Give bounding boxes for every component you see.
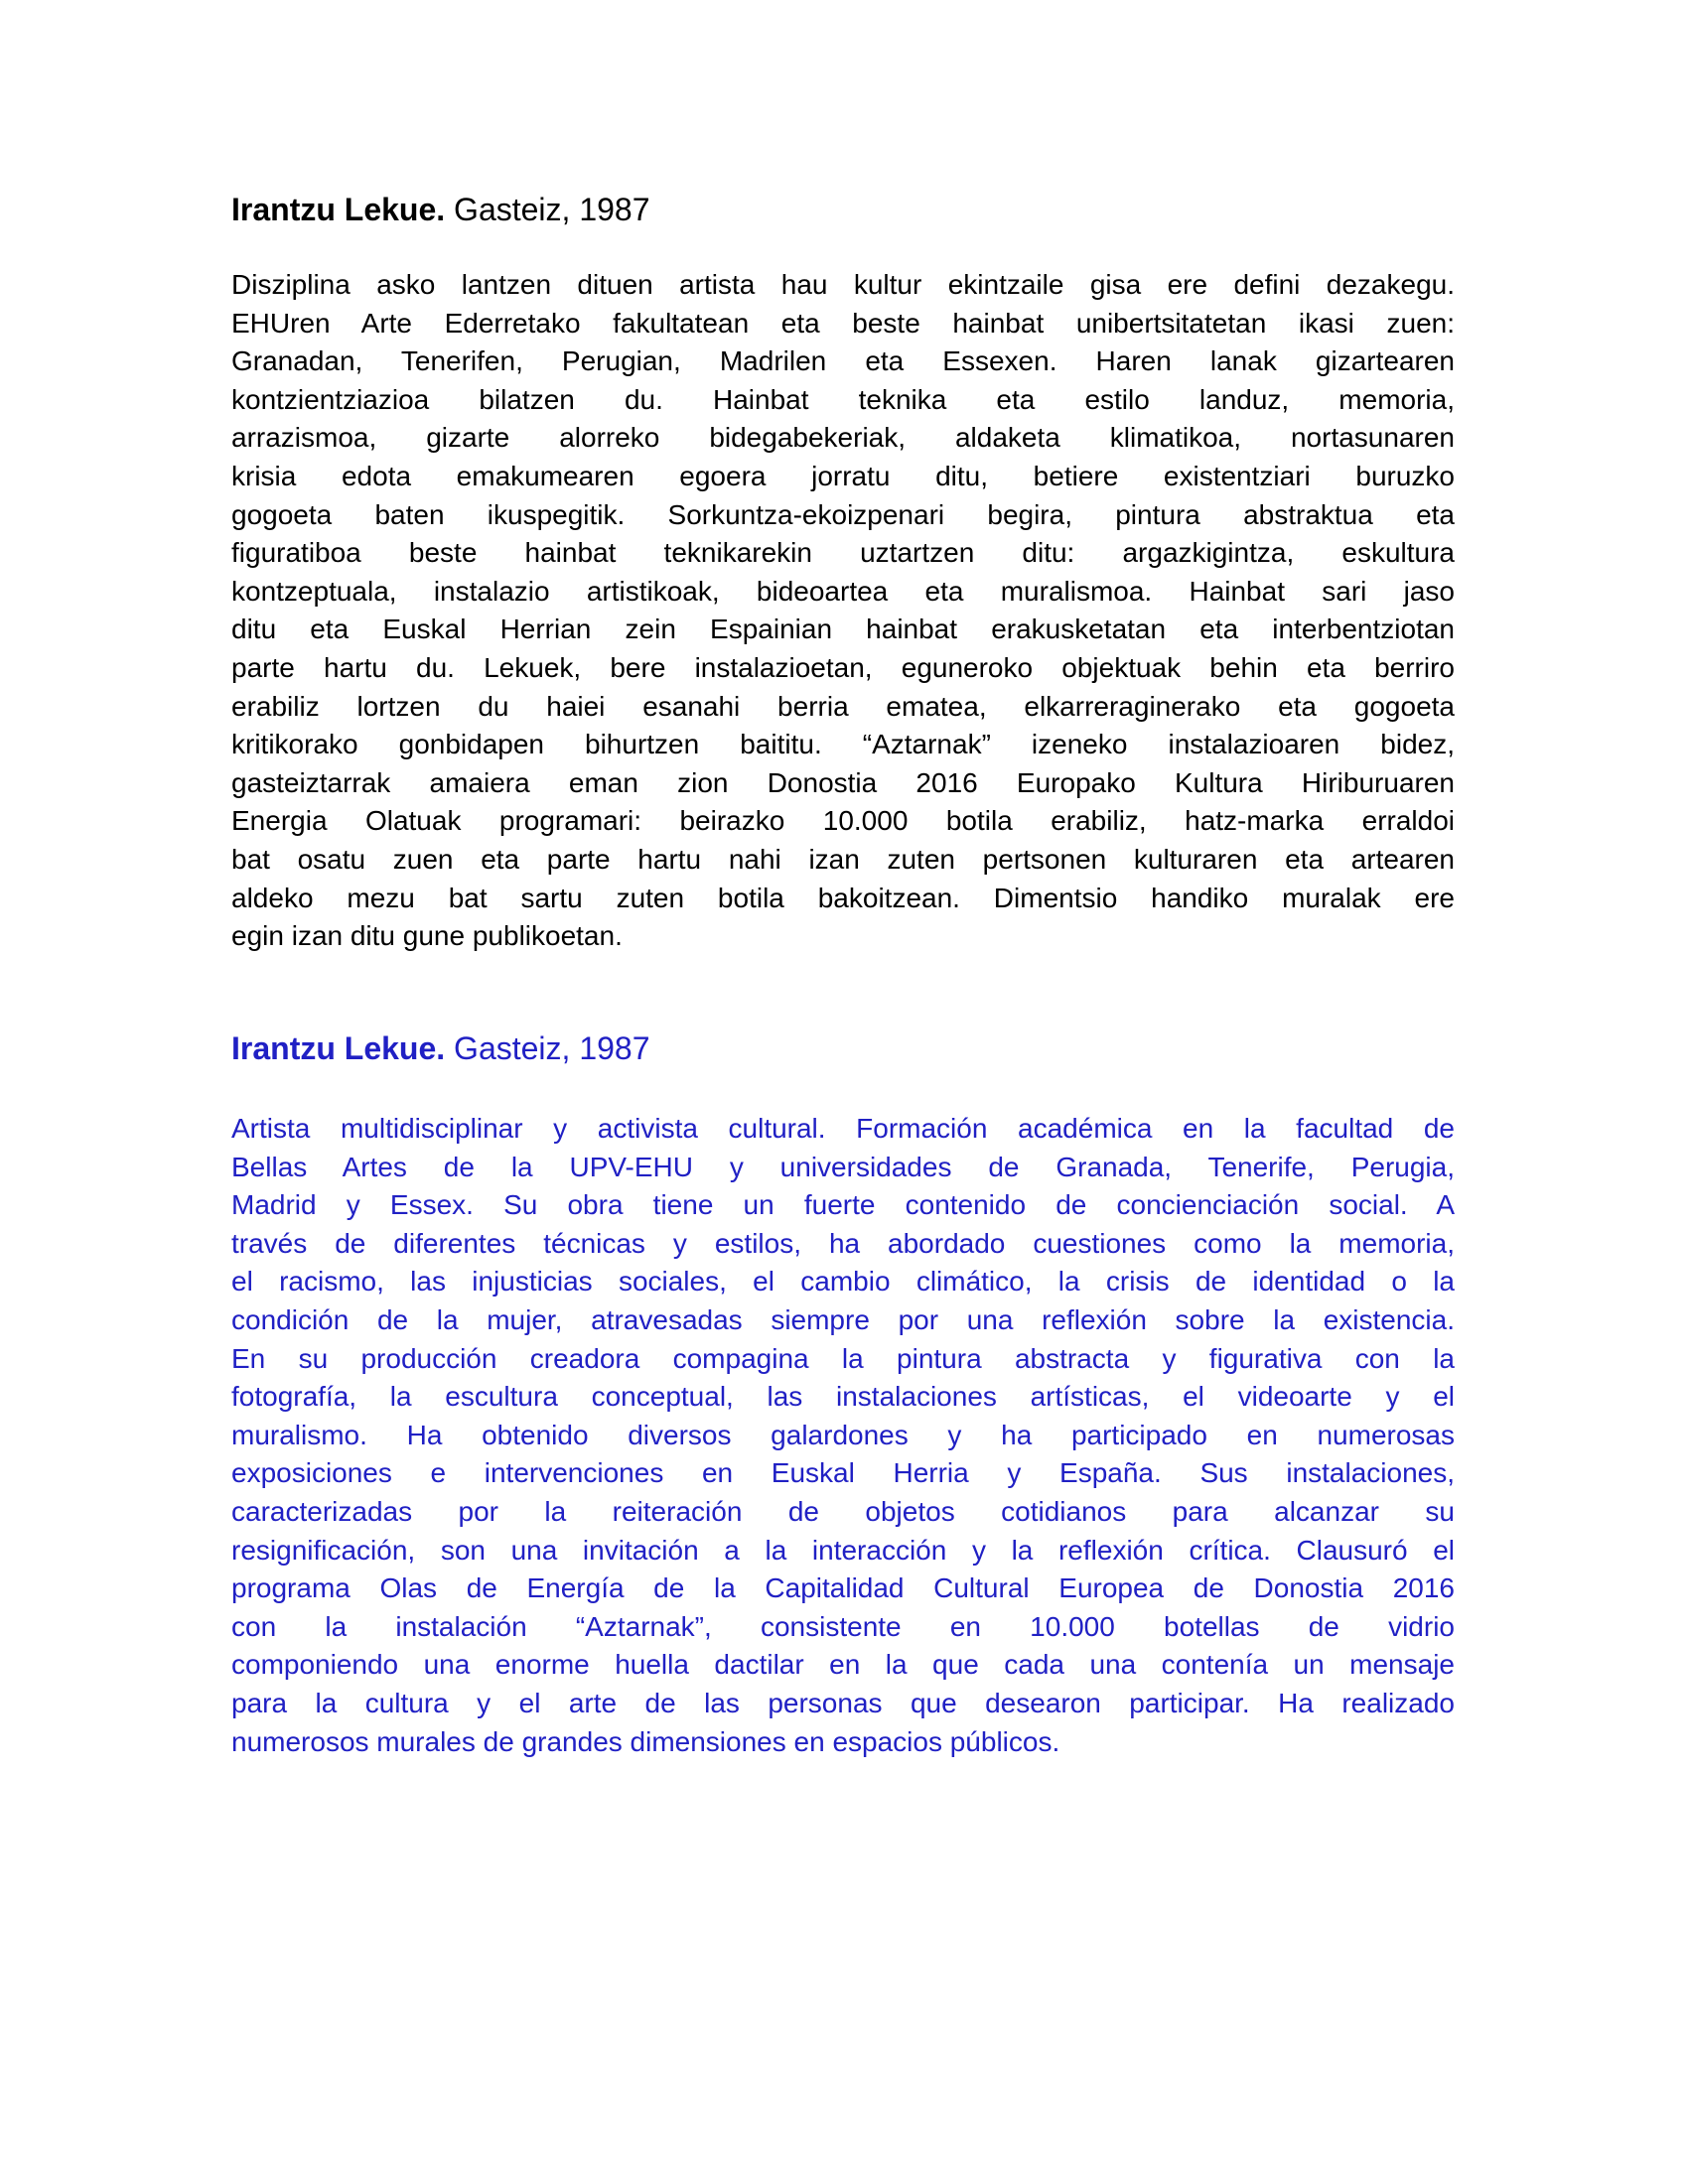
text-line: gasteiztarrak amaiera eman zion Donostia 2016 Europako Kultura Hiriburuaren (231, 766, 1455, 798)
text-line: erabiliz lortzen du haiei esanahi berria ematea, elkarreraginerako eta gogoeta (231, 690, 1455, 722)
text-line: exposiciones e intervenciones en Euskal Herria y España. Sus instalaciones, (231, 1457, 1455, 1489)
text-line: kontzeptuala, instalazio artistikoak, bideoartea eta muralismoa. Hainbat sari jaso (231, 575, 1455, 607)
text-line: egin izan ditu gune publikoetan. (231, 920, 623, 952)
text-line: resignificación, son una invitación a la interacción y la reflexión crítica. Clausuró el (231, 1534, 1455, 1566)
text-line: con la instalación “Aztarnak”, consistente en 10.000 botellas de vidrio (231, 1610, 1455, 1642)
text-line: muralismo. Ha obtenido diversos galardones y ha participado en numerosas (231, 1419, 1455, 1450)
text-line: kontzientziazioa bilatzen du. Hainbat teknika eta estilo landuz, memoria, (231, 383, 1455, 415)
text-line: figuratiboa beste hainbat teknikarekin uztartzen ditu: argazkigintza, eskultura (231, 537, 1455, 569)
text-line: parte hartu du. Lekuek, bere instalazioetan, eguneroko objektuak behin eta berriro (231, 651, 1455, 683)
text-line: Energia Olatuak programari: beirazko 10.000 botila erabiliz, hatz-marka erraldoi (231, 805, 1455, 837)
text-line: arrazismoa, gizarte alorreko bidegabekeriak, aldaketa klimatikoa, nortasunaren (231, 422, 1455, 454)
text-line: gogoeta baten ikuspegitik. Sorkuntza-ekoizpenari begira, pintura abstraktua eta (231, 498, 1455, 530)
text-line: caracterizadas por la reiteración de objetos cotidianos para alcanzar su (231, 1495, 1455, 1527)
text-line: condición de la mujer, atravesadas siempre por una reflexión sobre la existencia. (231, 1303, 1455, 1335)
heading-spanish (231, 1029, 1455, 1068)
author-name: Irantzu Lekue. (231, 1030, 446, 1066)
text-line: fotografía, la escultura conceptual, las instalaciones artísticas, el videoarte y el (231, 1381, 1455, 1413)
text-line: para la cultura y el arte de las personas que desearon participar. Ha realizado (231, 1687, 1455, 1718)
text-line: aldeko mezu bat sartu zuten botila bakoitzean. Dimentsio handiko muralak ere (231, 882, 1455, 913)
author-birthplace-year: Gasteiz, 1987 (445, 1030, 650, 1066)
text-line: Bellas Artes de la UPV-EHU y universidades de Granada, Tenerife, Perugia, (231, 1151, 1455, 1182)
text-line: través de diferentes técnicas y estilos, ha abordado cuestiones como la memoria, (231, 1227, 1455, 1259)
text-line: kritikorako gonbidapen bihurtzen baititu. “Aztarnak” izeneko instalazioaren bidez, (231, 729, 1455, 760)
text-line: Artista multidisciplinar y activista cultural. Formación académica en la facultad de (231, 1113, 1455, 1144)
text-line: componiendo una enorme huella dactilar en la que cada una contenía un mensaje (231, 1649, 1455, 1681)
text-line: el racismo, las injusticias sociales, el cambio climático, la crisis de identidad o la (231, 1266, 1455, 1297)
text-line: krisia edota emakumearen egoera jorratu ditu, betiere existentziari buruzko (231, 460, 1455, 491)
text-line: bat osatu zuen eta parte hartu nahi izan zuten pertsonen kulturaren eta artearen (231, 843, 1455, 875)
heading-basque (231, 191, 1455, 229)
text-line: Madrid y Essex. Su obra tiene un fuerte contenido de concienciación social. A (231, 1189, 1455, 1221)
author-birthplace-year: Gasteiz, 1987 (445, 192, 650, 227)
text-line: Granadan, Tenerifen, Perugian, Madrilen eta Essexen. Haren lanak gizartearen (231, 345, 1455, 377)
text-line: numerosos murales de grandes dimensiones en espacios públicos. (231, 1725, 1060, 1757)
text-line: EHUren Arte Ederretako fakultatean eta beste hainbat unibertsitatetan ikasi zuen: (231, 307, 1455, 339)
text-line: En su producción creadora compagina la pintura abstracta y figurativa con la (231, 1342, 1455, 1374)
bio-paragraph-spanish (231, 1110, 1455, 1761)
bio-paragraph-basque (231, 266, 1455, 956)
author-name: Irantzu Lekue. (231, 192, 446, 227)
text-line: programa Olas de Energía de la Capitalidad Cultural Europea de Donostia 2016 (231, 1572, 1455, 1604)
text-line: ditu eta Euskal Herrian zein Espainian hainbat erakusketatan eta interbentziotan (231, 614, 1455, 645)
text-line: Disziplina asko lantzen dituen artista hau kultur ekintzaile gisa ere defini dezakegu. (231, 269, 1455, 300)
